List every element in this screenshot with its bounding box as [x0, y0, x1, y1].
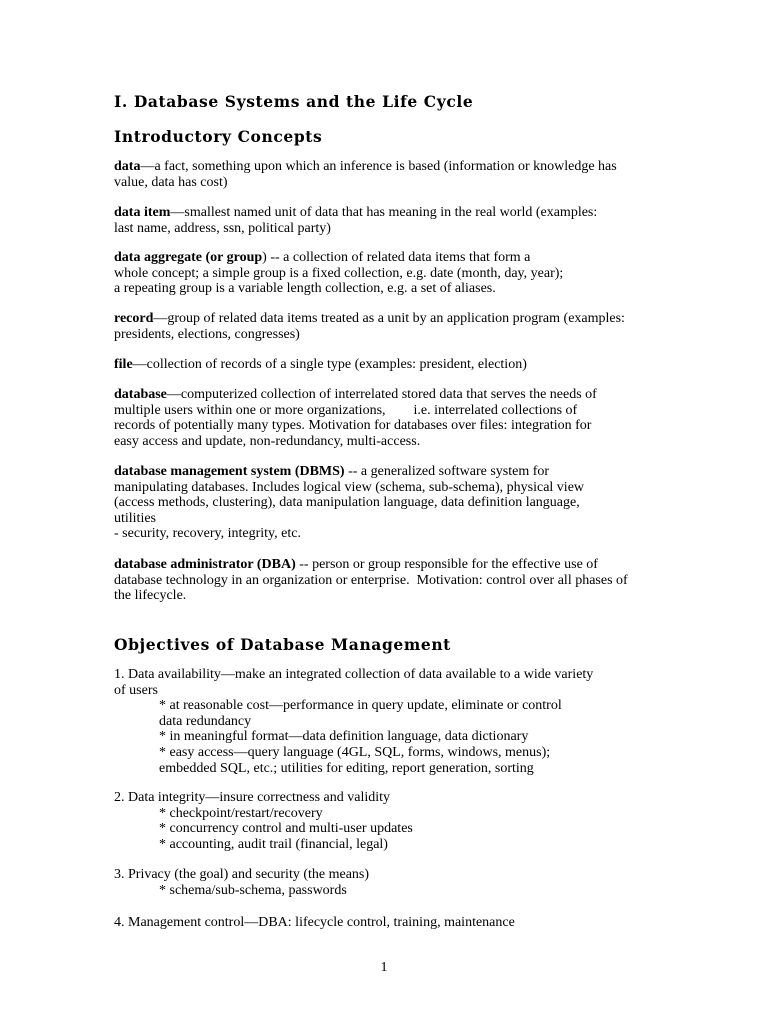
definition-text: —a fact, something upon which an inference is based (information or knowledge has [140, 159, 617, 174]
definition-text: whole concept; a simple group is a fixed collection, e.g. date (month, day, year); [114, 265, 564, 281]
term-database: database [114, 387, 167, 402]
objective-text: 2. Data integrity—insure correctness and validity [114, 790, 391, 805]
objective-text: 1. Data availability—make an integrated collection of data available to a wide variety [114, 667, 594, 682]
definition-file [114, 357, 684, 373]
objective-subitem: * at reasonable cost—performance in query update, eliminate or control [159, 698, 562, 714]
objective-text: 4. Management control—DBA: lifecycle control, training, maintenance [114, 915, 515, 930]
definition-text: —collection of records of a single type (examples: president, election) [132, 357, 527, 372]
definition-text: utilities [114, 510, 156, 526]
term-dbms: database management system (DBMS) [114, 464, 345, 479]
definition-text: last name, address, ssn, political party) [114, 220, 331, 236]
definition-text: (access methods, clustering), data manipulation language, data definition language, [114, 495, 580, 511]
term-data-aggregate: data aggregate (or group [114, 250, 263, 265]
term-data: data [114, 159, 141, 174]
definition-data-aggregate [114, 250, 684, 297]
definition-record [114, 311, 684, 342]
definition-text: manipulating databases. Includes logical view (schema, sub-schema), physical view [114, 479, 585, 495]
objective-data-availability [114, 667, 684, 776]
definition-text: - security, recovery, integrity, etc. [114, 526, 301, 542]
definition-database [114, 387, 684, 449]
definition-text: value, data has cost) [114, 174, 228, 190]
page-number: 1 [380, 960, 388, 975]
objective-subitem: * concurrency control and multi-user updates [159, 821, 413, 837]
definition-data-item [114, 205, 684, 236]
objective-subitem: * in meaningful format—data definition language, data dictionary [159, 729, 529, 745]
objective-subitem: * easy access—query language (4GL, SQL, forms, windows, menus); [159, 744, 551, 760]
definition-text: —smallest named unit of data that has meaning in the real world (examples: [170, 205, 598, 220]
definition-text: a repeating group is a variable length collection, e.g. a set of aliases. [114, 281, 496, 297]
definition-text: presidents, elections, congresses) [114, 326, 300, 342]
term-record: record [114, 311, 154, 326]
objective-subitem: * checkpoint/restart/recovery [159, 805, 323, 821]
definition-text: the lifecycle. [114, 588, 187, 604]
objective-subitem: data redundancy [159, 713, 252, 729]
definition-text: ) -- a collection of related data items that form a [262, 250, 531, 265]
definition-text: records of potentially many types. Motivation for databases over files: integration for [114, 418, 592, 434]
objective-subitem: embedded SQL, etc.; utilities for editing, report generation, sorting [159, 760, 534, 776]
chapter-heading: I. Database Systems and the Life Cycle [114, 92, 474, 111]
definition-dbms [114, 464, 684, 542]
definition-text: -- person or group responsible for the effective use of [295, 557, 598, 572]
definition-text: database technology in an organization or enterprise. Motivation: control over all phases of [114, 572, 628, 588]
section-title-introductory-concepts: Introductory Concepts [114, 127, 323, 146]
objective-text: 3. Privacy (the goal) and security (the means) [114, 867, 370, 882]
term-file: file [114, 357, 133, 372]
objective-management-control [114, 915, 684, 931]
definition-data [114, 159, 684, 190]
term-dba: database administrator (DBA) [114, 557, 296, 572]
definition-text: -- a generalized software system for [344, 464, 550, 479]
definition-text: multiple users within one or more organizations, i.e. interrelated collections of [114, 402, 578, 418]
section-title-objectives: Objectives of Database Management [114, 635, 451, 654]
objective-data-integrity [114, 790, 684, 852]
term-data-item: data item [114, 205, 171, 220]
definition-text: —group of related data items treated as a unit by an application program (examples: [153, 311, 625, 326]
objective-privacy-security [114, 867, 684, 898]
definition-text: easy access and update, non-redundancy, multi-access. [114, 433, 421, 449]
objective-subitem: * accounting, audit trail (financial, legal) [159, 836, 388, 852]
objective-subitem: * schema/sub-schema, passwords [159, 882, 347, 898]
definition-text: —computerized collection of interrelated stored data that serves the needs of [166, 387, 597, 402]
objective-text: of users [114, 682, 158, 698]
definition-dba [114, 557, 684, 604]
